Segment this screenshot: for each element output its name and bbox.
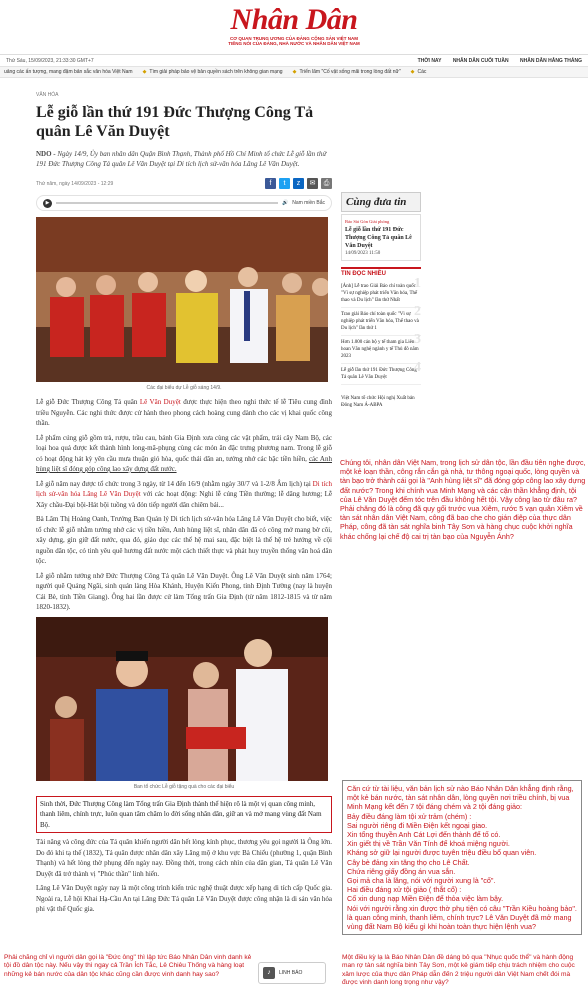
paragraph-3 (36, 479, 332, 511)
annotation-2-line: Xin tổng thuyền Anh Cát Lợi đến thành để tố có. (347, 830, 501, 840)
sapo-lead: NDO - (36, 150, 58, 158)
article-sapo (36, 149, 332, 169)
twitter-icon[interactable]: t (279, 178, 290, 189)
link-di-tich[interactable]: Di tích lịch sử-văn hóa Lăng Lê Văn Duyệt (36, 479, 333, 498)
rank-number: 1 (414, 276, 421, 291)
link-hang-thang[interactable]: NHÂN DÂN HẰNG THÁNG (520, 57, 582, 64)
current-date: Thứ Sáu, 15/09/2023, 21:33:30 GMT+7 (6, 57, 94, 64)
ticker-item[interactable]: uảng các ấn tượng, mang đậm bản sắc văn hóa Việt Nam (4, 69, 133, 75)
publish-date: Thứ năm, ngày 14/09/2023 - 12:29 (36, 180, 114, 187)
cung-dua-tin-heading: Cùng đưa tin (341, 192, 421, 212)
popular-item[interactable] (341, 332, 421, 364)
p3-text-b: với các hoạt động: Nghi lễ cúng Tiền thường; lễ dâng hương; Lễ Xây chầu-Đại bội-Hát bội tuồng và đón tiếp người dân chiêm bái... (36, 490, 333, 509)
annotation-2-line: là quan công minh, thanh liêm, chính trực? Lê Văn Duyệt đã mở mang vùng đất Nam Bộ kiểu gì khi hoàn toàn thực hiện lệnh vua? (347, 912, 572, 932)
p2-text: Lễ phẩm cúng giỗ gồm trà, rượu, trầu cau, bánh Gia Định xưa cùng các vật phẩm, trái cây Nam Bộ, các loại hoa quả được kết thành hình long-mã-phụng cùng các món ăn đặc trưng phương nam. Trong lễ giỗ có hoạt động hát kỳ yên cầu mưa thuận gió hòa, quốc thái dân an, tưởng nhớ các bậc tiền hiền, (36, 433, 332, 463)
annotation-4: Một điều kỳ lạ là Báo Nhân Dân đề dáng bỏ qua "Nhục quốc thể" và hành động man rợ tàn sát nghĩa binh Tây Sơn, một kẻ giám tiếp chịu trách nhiệm cho cuộc xâm lược của thực dân Pháp dẫn đến 2 triệu người dân Việt Nam chết đói mà được vinh danh long trọng như vậy? (342, 954, 575, 987)
annotation-2-line: Gọi mả cha là lăng, nói với người xung là "cố". (347, 876, 496, 886)
p3-text-a: Lễ giỗ năm nay được tổ chức trong 3 ngày, từ 14 đến 16/9 (nhằm ngày 30/7 và 1-2/8 Âm lịch) tại (36, 479, 313, 488)
site-logo[interactable] (228, 4, 359, 46)
paragraph-4: Bà Lâm Thị Hoàng Oanh, Trưởng Ban Quản lý Di tích lịch sử-văn hóa Lăng Lê Văn Duyệt cho biết, việc tổ chức lễ giỗ nhằm tưởng nhớ các vị tiền hiền, Anh hùng liệt sĩ, nhân dân đã có công mở mang bờ cõi, xây dựng, gìn giữ đất nước, qua đó, giáo dục các thế hệ mai sau, đặc biệt là thế hệ trẻ hướng về cội nguồn dân tộc, có tinh yêu quê hương đất nước một cách thiết thực và phát huy truyền thống văn hoá dân tộc. (36, 515, 332, 565)
annotation-2-line: Bảy điều đáng làm tội xử trảm (chém) : (347, 811, 472, 821)
cung-date: 14/09/2023 11:50 (345, 251, 381, 256)
print-icon[interactable]: ⎙ (321, 178, 332, 189)
popular-item[interactable] (341, 304, 421, 336)
top-links (408, 58, 582, 64)
popular-title[interactable]: Lễ giỗ lần thứ 191 Đức Thượng Công Tả quân Lê Văn Duyệt (341, 368, 417, 380)
article-photo-1 (36, 217, 328, 382)
top-bar (0, 54, 588, 66)
ticker-item[interactable]: Triển lãm "Cố vật sống mãi trong lòng đất nữ" (299, 69, 401, 75)
bullet-icon: ◆ (142, 69, 147, 75)
zalo-icon[interactable]: z (293, 178, 304, 189)
link-le-van-duyet[interactable]: Lê Văn Duyệt (139, 398, 181, 406)
audio-progress[interactable] (56, 202, 278, 204)
play-icon[interactable]: ▶ (43, 199, 52, 208)
logo-tagline-1: CƠ QUAN TRUNG ƯƠNG CỦA ĐẢNG CỘNG SẢN VIỆT NAM (230, 36, 358, 41)
cung-title[interactable]: Lễ giỗ lần thứ 191 Đức Thượng Công Tả quân Lê Văn Duyệt (345, 227, 412, 249)
logo-text: Nhân Dân (230, 3, 358, 36)
bullet-icon: ◆ (410, 69, 415, 75)
article-meta (36, 178, 332, 189)
annotation-2-line: Cây bè đảng xin tăng thọ cho Lê Chất. (347, 857, 470, 867)
link-cuoi-tuan[interactable]: NHÂN DÂN CUỐI TUẦN (452, 57, 509, 64)
ticker-item[interactable]: Tìm giải pháp bảo vệ bản quyền sách trên không gian mạng (149, 69, 283, 75)
audio-player (36, 195, 332, 211)
speaker-icon: ♪ (263, 967, 275, 979)
rank-number: 4 (414, 360, 421, 375)
article-title: Lễ giỗ lần thứ 191 Đức Thượng Công Tả quân Lê Văn Duyệt (36, 104, 314, 140)
listen-button[interactable] (258, 962, 326, 984)
cung-dua-tin-item[interactable] (341, 214, 421, 261)
paragraph-2 (36, 433, 332, 475)
paragraph-1 (36, 397, 332, 429)
annotation-2-line: Sai người riêng đi Miền Điện kết ngoại giao. (347, 820, 488, 830)
annotation-2-line: Xin giết thị về Trần Văn Tính để khoá miệng người. (347, 839, 510, 849)
voice-select[interactable]: Nam miền Bắc (292, 200, 325, 206)
paragraph-7: Lăng Lê Văn Duyệt ngày nay là một công trình kiến trúc nghệ thuật được xếp hạng di tích cấp Quốc gia. Ngoài ra, Lễ hội Khai Hạ-Cầu An tại Lăng Đức Tả quân Lê Văn Duyệt được công nhận là di sản văn hóa phi vật thể Quốc gia. (36, 884, 332, 913)
sidebar (341, 192, 421, 409)
popular-title[interactable]: Trao giải Báo chí toàn quốc "Vì sự nghiệp phát triển Văn hóa, Thể thao và Du lịch" lần thứ 1 (341, 312, 419, 331)
photo-2-art (36, 617, 328, 781)
rank-number: 3 (414, 332, 421, 347)
rank-number: 2 (414, 304, 421, 319)
article-photo-2 (36, 617, 328, 781)
article (36, 92, 332, 919)
annotation-2-line: Cố xin dung nạp Miền Điện để thỏa việc làm bậy. (347, 894, 504, 904)
sapo-text: Ngày 14/9, Ủy ban nhân dân Quận Bình Thạnh, Thành phố Hồ Chí Minh tổ chức Lễ giỗ lần thứ 191 Đức Thượng Công Tả quân Lê Văn Duyệt tại Di tích lịch sử-văn hóa Lăng Lê Văn Duyệt. (36, 150, 327, 168)
masthead (0, 0, 588, 54)
annotation-1: Chúng tôi, nhân dân Việt Nam, trong lịch sử dân tộc, lần đầu tiên nghe được, một kẻ loạn thần, công rắn cắn gà nhà, tư thông ngoại quốc, lòng quyền và tàn bạo trở thành cái gọi là "Anh hùng liệt sĩ" đã đóng góp công lao xây dựng đất nước? Trong khi chính vua Minh Mạng và các cận thần khẳng định, tội của Lê Văn Duyệt đếm tóc trên đầu không hết tội. Vậy công lao từ đâu ra? Phải chăng đó là công đã quy gối trước vua Xiêm, rước 5 vạn quân Xiêm về tàn sát nhân dân Việt Nam, công đã bao che cho gián điệp của thực dân Pháp, công đã tàn sát nghĩa binh Tây Sơn và hàng chục cuộc khởi nghĩa khác chống lại chế độ cai trị tàn bạo của Nguyễn Ánh? (340, 458, 586, 541)
annotation-2-line: Kháng sở giữ lại người được tuyên triệu điều bổ quan viên. (347, 848, 537, 858)
popular-title[interactable]: [Ảnh] Lễ trao Giải Báo chí toàn quốc "Vì sự nghiệp phát triển Văn hóa, Thể thao và Du lịch" lần thứ Nhất (341, 284, 418, 303)
bullet-icon: ◆ (292, 69, 297, 75)
popular-title[interactable]: Hơn 1.000 cán bộ y tế tham gia Liên hoan Văn nghệ ngành y tế Thủ đô năm 2023 (341, 340, 419, 359)
highlighted-paragraph: Sinh thời, Đức Thượng Công làm Tổng trấn Gia Định thành thể hiện rõ là một vị quan công minh, thanh liêm, chính trực, luôn quan tâm chăm lo đời sống nhân dân, giữ an và mở mang vùng đất Nam Bộ. (36, 796, 332, 834)
annotation-3: Phải chăng chỉ vì người dân gọi là "Đức ông" thì lập tức Báo Nhân Dân vinh danh kẻ tội đồ dân tộc này. Nếu vậy thì ngay cả Trần Ích Tắc, Lê Chiêu Thống và hàng loạt những kẻ bán nước của dân tộc khác cũng cần được vinh danh hay sao? (4, 954, 252, 978)
link-thoi-nay[interactable]: THỜI NAY (417, 57, 442, 64)
share-buttons (265, 178, 332, 189)
annotation-2-line: Hai điều đáng xử tội giảo ( thắt cổ) : (347, 885, 462, 895)
photo-1-art (36, 217, 328, 382)
logo-tagline-2: TIẾNG NÓI CỦA ĐẢNG, NHÀ NƯỚC VÀ NHÂN DÂN VIỆT NAM (228, 41, 360, 46)
annotation-2 (342, 780, 582, 935)
section-label[interactable]: VĂN HÓA (36, 92, 59, 98)
paragraph-5: Lễ giỗ nhằm tưởng nhớ Đức Thượng Công Tả quân Lê Văn Duyệt. Ông Lê Văn Duyệt sinh năm 1764; người quê Quảng Ngãi, sinh quán làng Hòa Khánh, Huyện Kiến Phong, tỉnh Định Tường (nay là huyện Cái Bè, tỉnh Tiền Giang). Ông hai lần được cử làm Tổng trấn Gia Định (từ năm 1812-1815 và từ năm 1820-1832). (36, 571, 332, 611)
annotation-2-line: Nói với người rằng xin được thờ phụ tiện có câu "Trần Kiều hoàng bảo". (347, 903, 577, 913)
popular-item[interactable] (341, 360, 421, 385)
p1-text-a: Lễ giỗ Đức Thượng Công Tả quân (36, 398, 140, 406)
facebook-icon[interactable]: f (265, 178, 276, 189)
p2-highlight: các Anh hùng liệt sĩ đóng góp công lao xây dựng đất nước. (36, 454, 332, 473)
popular-item[interactable] (341, 276, 421, 308)
annotation-2-line: Căn cứ từ tài liệu, văn bản lịch sử nào Báo Nhân Dân khẳng định rằng, một kẻ bán nước, tàn sát nhân dân, lòng quyền nơi triều chính, bị vua Minh Mạng kết đến 7 tội đáng chém và 2 tội đáng giảo: (347, 784, 574, 812)
related-item[interactable]: Việt Nam tổ chức Hội nghị Xuất bản Đông Nam Á-ABPA (341, 396, 415, 408)
email-icon[interactable]: ✉ (307, 178, 318, 189)
news-ticker (0, 66, 588, 78)
p1-text-b: được thực hiện theo nghi thức tế lễ Tiêu cung đình triều Nguyễn. Các nghi thức được cử hành theo phong cách hoàng cung dành cho các vị khai quốc công thần. (36, 398, 333, 427)
listen-label: LINH BÁO (279, 970, 303, 976)
paragraph-6: Tài năng và công đức của Tả quân khiến người dân hết lòng kính phục, thương yêu gọi người là Ông lớn. Do đó khi tạ thế (1832), Tả quân được nhân dân xây Lăng mộ ở khu vực Bà Chiểu (phường 1, quận Bình Thạnh) và hết lòng thờ phụng đến ngày nay. Đồng thời, trong cách nhìn của dân gian, Tả quân Lê Văn Duyệt đã trở thành vị "Phúc thần" linh hiển. (36, 838, 332, 878)
annotation-2-line: Chứa riêng giấy đồng án vua sắn. (347, 866, 456, 876)
ticker-item[interactable]: Các (417, 69, 427, 75)
speaker-icon[interactable]: 🔊 (281, 200, 289, 206)
tin-doc-nhieu-heading: TIN ĐỌC NHIỀU (341, 267, 421, 277)
photo-2-caption: Ban tổ chức Lễ giỗ tặng quà cho các đại biểu (133, 783, 235, 790)
cung-source: Báo Sài Gòn Giải phóng (345, 219, 390, 224)
photo-1-caption: Các đại biểu dự Lễ giỗ sáng 14/9. (146, 385, 222, 391)
